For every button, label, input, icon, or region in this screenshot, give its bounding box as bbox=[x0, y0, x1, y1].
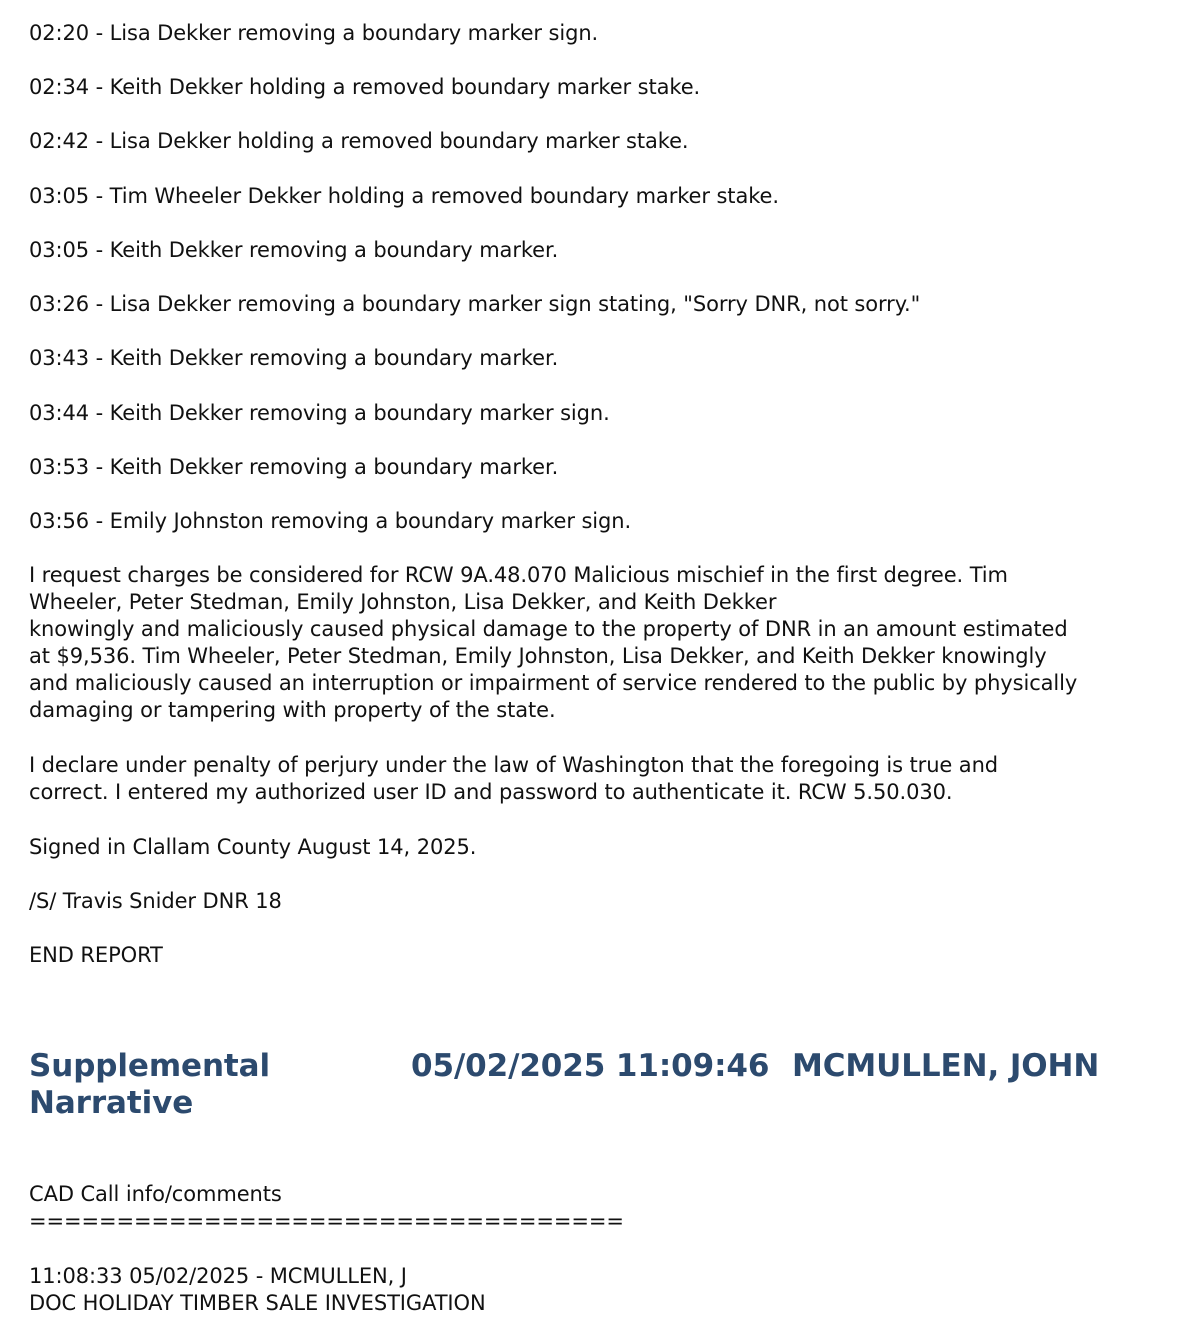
section-title-line: Supplemental bbox=[29, 1048, 270, 1084]
cad-entry-text: DOC HOLIDAY TIMBER SALE INVESTIGATION bbox=[29, 1291, 486, 1315]
signature: /S/ Travis Snider DNR 18 bbox=[29, 889, 282, 913]
cad-heading: CAD Call info/comments bbox=[29, 1182, 282, 1206]
signed-location-date: Signed in Clallam County August 14, 2025. bbox=[29, 835, 477, 859]
timeline-entry: 03:44 - Keith Dekker removing a boundary marker sign. bbox=[29, 401, 610, 425]
declaration-paragraph bbox=[29, 752, 1169, 806]
declaration-line: correct. I entered my authorized user ID and password to authenticate it. RCW 5.50.030. bbox=[29, 780, 953, 804]
timeline-entry: 02:34 - Keith Dekker holding a removed boundary marker stake. bbox=[29, 75, 701, 99]
timeline-entry: 02:42 - Lisa Dekker holding a removed boundary marker stake. bbox=[29, 129, 689, 153]
charges-paragraph bbox=[29, 562, 1169, 724]
timeline-entry: 03:26 - Lisa Dekker removing a boundary marker sign stating, "Sorry DNR, not sorry." bbox=[29, 292, 921, 316]
section-datetime: 05/02/2025 11:09:46 bbox=[411, 1048, 770, 1084]
charges-line: Wheeler, Peter Stedman, Emily Johnston, Lisa Dekker, and Keith Dekker bbox=[29, 590, 777, 614]
cad-rule: ================================== bbox=[29, 1209, 624, 1233]
section-title-line: Narrative bbox=[29, 1085, 194, 1121]
section-officer: MCMULLEN, JOHN bbox=[792, 1048, 1100, 1084]
timeline-entry: 03:05 - Keith Dekker removing a boundary marker. bbox=[29, 238, 559, 262]
timeline-entry: 03:56 - Emily Johnston removing a boundary marker sign. bbox=[29, 509, 632, 533]
cad-entry-line: 11:08:33 05/02/2025 - MCMULLEN, J bbox=[29, 1264, 407, 1288]
section-title bbox=[29, 1048, 369, 1122]
charges-line: and maliciously caused an interruption or impairment of service rendered to the public by physically bbox=[29, 671, 1078, 695]
charges-line: damaging or tampering with property of the state. bbox=[29, 698, 556, 722]
charges-line: I request charges be considered for RCW 9A.48.070 Malicious mischief in the first degree. Tim bbox=[29, 563, 1008, 587]
end-report: END REPORT bbox=[29, 943, 163, 967]
declaration-line: I declare under penalty of perjury under the law of Washington that the foregoing is true and bbox=[29, 753, 999, 777]
timeline-entry: 02:20 - Lisa Dekker removing a boundary marker sign. bbox=[29, 21, 599, 45]
timeline-entry: 03:43 - Keith Dekker removing a boundary marker. bbox=[29, 346, 559, 370]
timeline-entry: 03:05 - Tim Wheeler Dekker holding a removed boundary marker stake. bbox=[29, 184, 779, 208]
charges-line: knowingly and maliciously caused physical damage to the property of DNR in an amount estimated bbox=[29, 617, 1068, 641]
charges-line: at $9,536. Tim Wheeler, Peter Stedman, Emily Johnston, Lisa Dekker, and Keith Dekker knowingly bbox=[29, 644, 1047, 668]
timeline-entry: 03:53 - Keith Dekker removing a boundary marker. bbox=[29, 455, 559, 479]
supplemental-narrative-header bbox=[29, 1048, 1169, 1128]
